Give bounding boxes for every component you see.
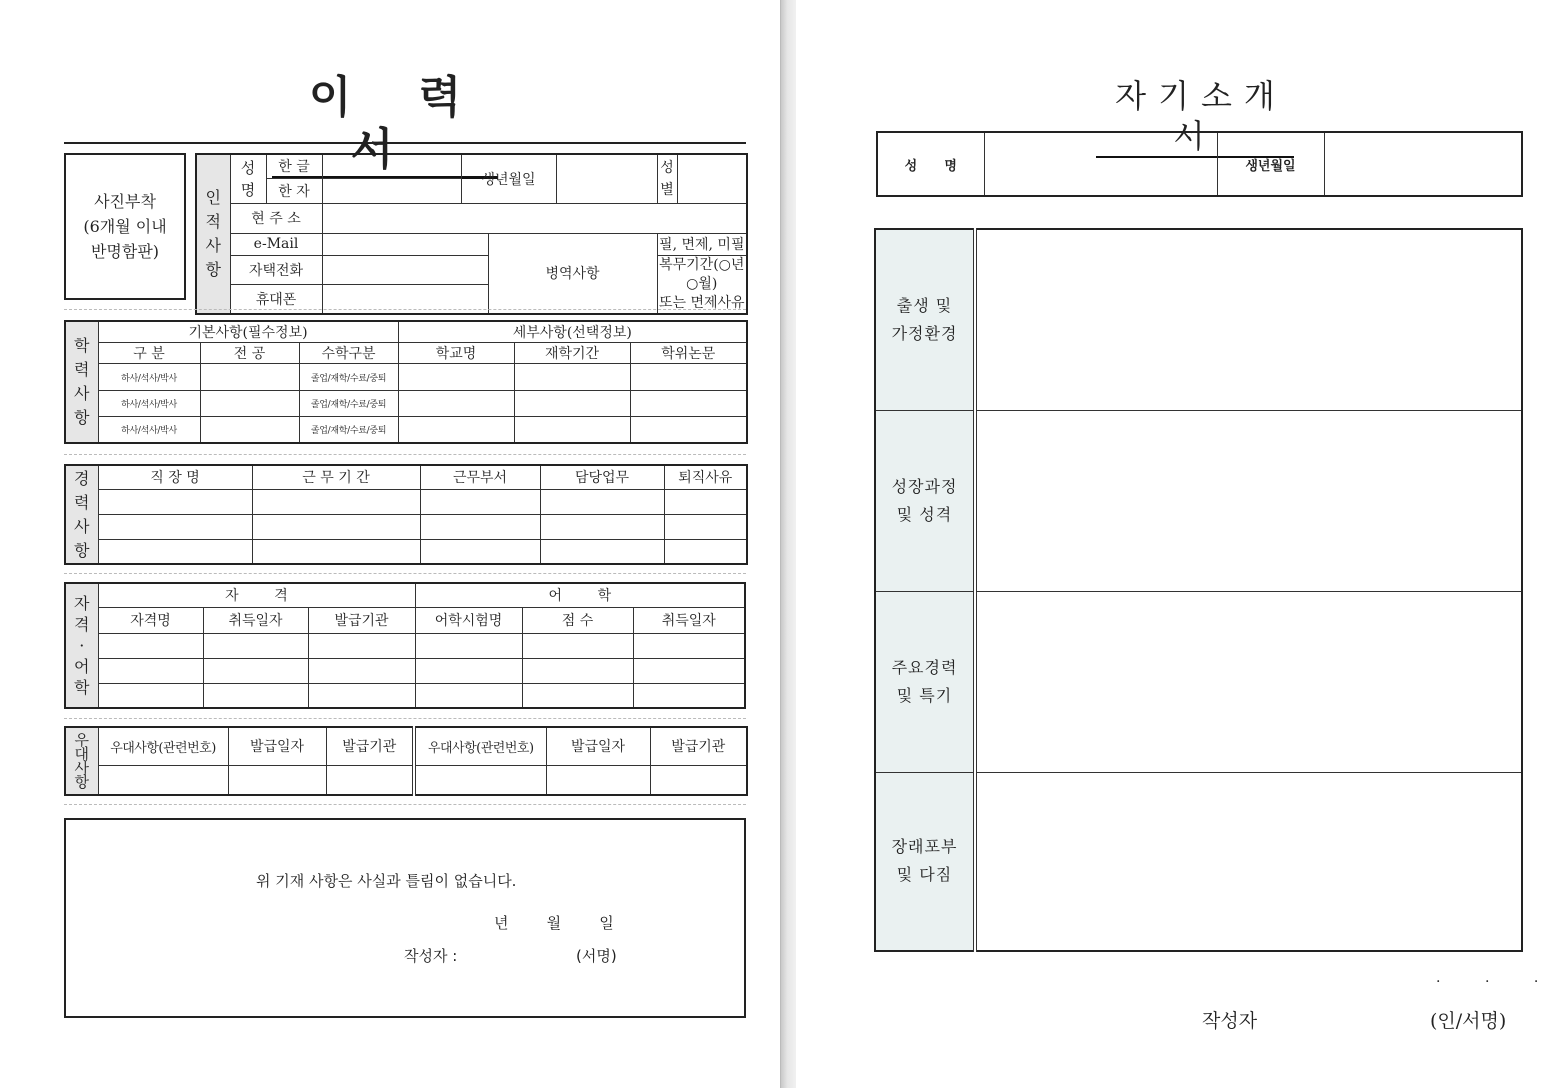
thesis-field[interactable]	[630, 364, 747, 391]
cell[interactable]	[540, 489, 664, 514]
photo-label-2: (6개월 이내	[83, 217, 167, 236]
table-row	[65, 391, 747, 417]
birthdate-label: 생년월일	[461, 154, 556, 203]
col-score: 점 수	[522, 607, 633, 633]
cell[interactable]	[664, 514, 747, 539]
photo-box[interactable]	[64, 153, 186, 300]
cell[interactable]	[633, 633, 745, 658]
cell[interactable]	[203, 683, 308, 708]
hangul-name-field[interactable]	[322, 154, 461, 178]
section-divider	[64, 309, 746, 310]
col-language-date: 취득일자	[633, 607, 745, 633]
intro-section-row	[875, 591, 1522, 772]
table-row	[65, 417, 747, 443]
personal-section-label: 인 적 사 항	[196, 154, 230, 314]
cell[interactable]	[420, 539, 540, 564]
preferential-table	[64, 726, 748, 796]
col-school-name: 학교명	[398, 343, 514, 364]
page-gutter	[780, 0, 797, 1088]
detail-info-header: 세부사항(선택정보)	[398, 321, 747, 343]
photo-label-3: 반명함판)	[90, 242, 160, 261]
school-field[interactable]	[398, 364, 514, 391]
intro-name-field[interactable]	[984, 132, 1217, 196]
exemption-reason-label: 또는 면제사유	[658, 294, 745, 311]
col-work-period: 근 무 기 간	[252, 465, 420, 489]
major-field[interactable]	[200, 364, 299, 391]
cell[interactable]	[98, 514, 252, 539]
degree-options[interactable]: 하사/석사/박사	[98, 417, 200, 443]
home-phone-label: 자택전화	[230, 255, 322, 285]
period-field[interactable]	[514, 364, 630, 391]
preferential-section-label: 우 대 사 항	[65, 727, 98, 795]
col-study-type: 수학구분	[299, 343, 398, 364]
col-category: 구 분	[98, 343, 200, 364]
license-header: 자 격	[98, 583, 415, 607]
cell[interactable]	[252, 539, 420, 564]
col-issue-date: 발급일자	[228, 727, 326, 765]
table-row	[65, 539, 747, 564]
intro-section-content[interactable]	[975, 772, 1522, 951]
cell[interactable]	[98, 765, 228, 795]
table-row	[65, 765, 747, 795]
qualification-table	[64, 582, 746, 709]
education-table	[64, 320, 748, 444]
thesis-field[interactable]	[630, 391, 747, 417]
major-field[interactable]	[200, 417, 299, 443]
photo-label-1: 사진부착	[94, 192, 156, 211]
intro-section-content[interactable]	[975, 229, 1522, 410]
resume-page	[0, 0, 780, 1088]
cell[interactable]	[415, 658, 522, 683]
mobile-label: 휴대폰	[230, 285, 322, 314]
declaration-writer-label: 작성자 :	[404, 947, 458, 965]
cell[interactable]	[308, 683, 415, 708]
intro-section-content[interactable]	[975, 591, 1522, 772]
cell[interactable]	[98, 539, 252, 564]
intro-section-label: 성장과정 및 성격	[875, 410, 975, 591]
intro-sections-table	[874, 228, 1523, 952]
degree-options[interactable]: 하사/석사/박사	[98, 391, 200, 417]
status-options[interactable]: 졸업/재학/수료/중퇴	[299, 417, 398, 443]
intro-section-row	[875, 772, 1522, 951]
cell[interactable]	[98, 658, 203, 683]
cell[interactable]	[228, 765, 326, 795]
cell[interactable]	[308, 633, 415, 658]
cell[interactable]	[546, 765, 650, 795]
col-preference-2: 우대사항(관련번호)	[414, 727, 546, 765]
service-period-cell	[657, 255, 747, 314]
declaration-statement: 위 기재 사항은 사실과 틀림이 없습니다.	[256, 872, 517, 890]
declaration-box	[64, 818, 746, 1018]
cell[interactable]	[308, 658, 415, 683]
intro-birthdate-label: 생년월일	[1217, 132, 1324, 196]
col-department: 근무부서	[420, 465, 540, 489]
cell[interactable]	[664, 489, 747, 514]
birthdate-field[interactable]	[556, 154, 657, 203]
cell[interactable]	[650, 765, 747, 795]
personal-info-table	[195, 153, 748, 315]
school-field[interactable]	[398, 417, 514, 443]
qualification-section-label: 자 격 · 어 학	[65, 583, 98, 708]
col-issuer-2: 발급기관	[650, 727, 747, 765]
section-divider	[64, 454, 746, 455]
col-leave-reason: 퇴직사유	[664, 465, 747, 489]
cell[interactable]	[252, 489, 420, 514]
career-section-label: 경 력 사 항	[65, 465, 98, 564]
military-label: 병역사항	[488, 233, 657, 314]
col-license-date: 취득일자	[203, 607, 308, 633]
cell[interactable]	[414, 765, 546, 795]
cell[interactable]	[633, 683, 745, 708]
col-major: 전 공	[200, 343, 299, 364]
cell[interactable]	[420, 489, 540, 514]
declaration-signature-label[interactable]: (서명)	[576, 947, 617, 965]
address-field[interactable]	[322, 203, 747, 233]
hangul-label: 한 글	[266, 154, 322, 178]
address-label: 현 주 소	[230, 203, 322, 233]
email-label: e-Mail	[230, 233, 322, 255]
email-field[interactable]	[322, 233, 488, 255]
cell[interactable]	[664, 539, 747, 564]
cell[interactable]	[420, 514, 540, 539]
military-status: 필, 면제, 미필	[657, 233, 747, 255]
col-issuer: 발급기관	[326, 727, 414, 765]
basic-info-header: 기본사항(필수정보)	[98, 321, 398, 343]
cell[interactable]	[203, 633, 308, 658]
col-duties: 담당업무	[540, 465, 664, 489]
major-field[interactable]	[200, 391, 299, 417]
intro-signature-label[interactable]: (인/서명)	[1430, 1010, 1507, 1032]
col-license-issuer: 발급기관	[308, 607, 415, 633]
gender-label: 성 별	[657, 154, 677, 203]
hanja-label: 한 자	[266, 178, 322, 203]
intro-name-label: 성 명	[877, 132, 984, 196]
status-options[interactable]: 졸업/재학/수료/중퇴	[299, 391, 398, 417]
cell[interactable]	[98, 489, 252, 514]
period-field[interactable]	[514, 417, 630, 443]
table-row	[65, 683, 745, 708]
period-field[interactable]	[514, 391, 630, 417]
intro-writer-label: 작성자	[1202, 1010, 1258, 1032]
cell[interactable]	[540, 514, 664, 539]
table-row	[65, 364, 747, 391]
intro-page	[796, 0, 1564, 1088]
cell[interactable]	[252, 514, 420, 539]
hanja-name-field[interactable]	[322, 178, 461, 203]
cell[interactable]	[540, 539, 664, 564]
intro-section-label: 장래포부 및 다짐	[875, 772, 975, 951]
status-options[interactable]: 졸업/재학/수료/중퇴	[299, 364, 398, 391]
section-divider	[64, 804, 746, 805]
intro-section-row	[875, 410, 1522, 591]
intro-birthdate-field[interactable]	[1324, 132, 1522, 196]
school-field[interactable]	[398, 391, 514, 417]
table-row	[65, 633, 745, 658]
cell[interactable]	[633, 658, 745, 683]
career-table	[64, 464, 748, 565]
name-label: 성 명	[230, 154, 266, 203]
intro-section-label: 주요경력 및 특기	[875, 591, 975, 772]
intro-date-dots[interactable]: . . .	[1436, 970, 1539, 986]
language-header: 어 학	[415, 583, 745, 607]
intro-section-content[interactable]	[975, 410, 1522, 591]
title-divider	[64, 142, 746, 144]
thesis-field[interactable]	[630, 417, 747, 443]
intro-title: 자기소개서	[1096, 76, 1294, 158]
col-license-name: 자격명	[98, 607, 203, 633]
col-enrollment-period: 재학기간	[514, 343, 630, 364]
table-row	[65, 489, 747, 514]
service-period-label: 복무기간(○년○월)	[659, 256, 745, 292]
cell[interactable]	[522, 683, 633, 708]
cell[interactable]	[98, 683, 203, 708]
col-issue-date-2: 발급일자	[546, 727, 650, 765]
home-phone-field[interactable]	[322, 255, 488, 285]
cell[interactable]	[522, 633, 633, 658]
col-language-test: 어학시험명	[415, 607, 522, 633]
col-company: 직 장 명	[98, 465, 252, 489]
section-divider	[64, 573, 746, 574]
declaration-date[interactable]: 년 월 일	[494, 914, 614, 932]
cell[interactable]	[415, 633, 522, 658]
resume-title: 이 력 서	[272, 72, 498, 179]
cell[interactable]	[203, 658, 308, 683]
table-row	[65, 514, 747, 539]
cell[interactable]	[326, 765, 414, 795]
table-row	[65, 658, 745, 683]
cell[interactable]	[415, 683, 522, 708]
cell[interactable]	[522, 658, 633, 683]
col-thesis: 학위논문	[630, 343, 747, 364]
intro-section-label: 출생 및 가정환경	[875, 229, 975, 410]
education-section-label: 학 력 사 항	[65, 321, 98, 443]
gender-field[interactable]	[677, 154, 747, 203]
cell[interactable]	[98, 633, 203, 658]
col-preference: 우대사항(관련번호)	[98, 727, 228, 765]
degree-options[interactable]: 하사/석사/박사	[98, 364, 200, 391]
intro-section-row	[875, 229, 1522, 410]
intro-header-table	[876, 131, 1523, 197]
section-divider	[64, 718, 746, 719]
